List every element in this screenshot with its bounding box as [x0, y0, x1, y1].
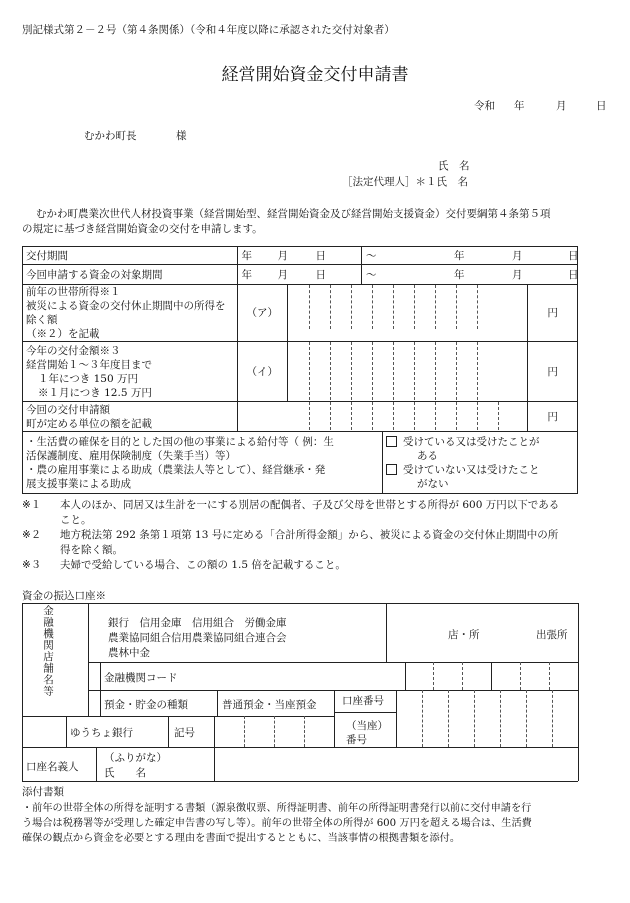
- amount-yen: 円: [528, 342, 578, 402]
- amount-label: 今年の交付金額※３ 経営開始１～３年度目まで １年につき 150 万円 ※１月につき 12.5 万円: [23, 342, 238, 402]
- benefit-label: ・生活費の確保を目的とした国の他の事業による給付等（ 例：生 活保護制度、雇用保険制度（失業手当）等） ・農の雇用事業による助成（農業法人等として）、経営継承・発 展支援事業による助成: [23, 432, 383, 494]
- bank-section-title: 資金の振込口座※: [22, 590, 106, 602]
- benefit-option-received[interactable]: 受けている又は受けたことが: [386, 435, 574, 449]
- checkbox-icon: [386, 464, 397, 475]
- bank-types-line3[interactable]: 農林中金: [108, 647, 150, 659]
- date-day: 日: [596, 100, 607, 112]
- date-era: 令和: [474, 100, 495, 112]
- office-label[interactable]: 出張所: [536, 629, 568, 641]
- date-year: 年: [514, 100, 525, 112]
- account-holder-input[interactable]: [216, 749, 576, 780]
- note2-line2: 得を除く額。: [60, 544, 123, 556]
- benefit-option-not-received[interactable]: 受けていない又は受けたこと: [386, 463, 574, 477]
- note1-mark: ※１: [22, 499, 42, 511]
- current-label: 今回の交付申請額 町が定める単位の額を記載: [23, 402, 238, 432]
- note3-mark: ※３: [22, 559, 42, 571]
- note2-line1: 地方税法第 292 条第１項第 13 号に定める「合計所得金額」から、被災による資金の交付休止期間中の所: [60, 529, 559, 541]
- date-month: 月: [556, 100, 567, 112]
- checkbox-icon: [386, 436, 397, 447]
- intro-line2: の規定に基づき経営開始資金の交付を申請します。: [22, 223, 263, 235]
- bank-types-line1[interactable]: 銀行 信用金庫 信用組合 労働金庫: [108, 617, 287, 629]
- income-mark: （ア）: [237, 285, 288, 342]
- attachments-line2: う場合は税務署等が受理した確定申告書の写し等）。前年の世帯全体の所得が 600 万円を超える場合は、生活費: [22, 818, 532, 829]
- institution-vertical-label: 金融機関店舗名等: [42, 605, 54, 697]
- request-period-end[interactable]: ～ 年 月 日: [361, 265, 577, 285]
- request-period-label: 今回申請する資金の対象期間: [23, 265, 238, 285]
- income-amount-input[interactable]: [288, 285, 528, 342]
- period-end[interactable]: ～ 年 月 日: [361, 247, 577, 265]
- amount-mark: （イ）: [237, 342, 288, 402]
- note1-line2: こと。: [60, 514, 92, 526]
- period-label: 交付期間: [23, 247, 238, 265]
- attachments-title: 添付書類: [22, 786, 64, 798]
- period-start[interactable]: 年 月 日: [237, 247, 361, 265]
- note3-line1: 夫婦で受給している場合、この額の 1.5 倍を記載すること。: [60, 559, 346, 571]
- institution-code-label: 金融機関コード: [104, 672, 178, 684]
- branch-label[interactable]: 店・所: [448, 629, 480, 641]
- attachments-line3: 確保の観点から資金を必要とする理由を書面で提出するとともに、当該事情の根拠書類を添付。: [22, 833, 461, 844]
- holder-name-label: 氏 名: [104, 767, 146, 779]
- kigo-label: 記号: [174, 727, 195, 739]
- note2-mark: ※２: [22, 529, 42, 541]
- addressee-suffix: 様: [176, 130, 187, 142]
- request-period-start[interactable]: 年 月 日: [237, 265, 361, 285]
- benefit-options: 受けている又は受けたことが ある 受けていない又は受けたこと がない: [383, 432, 578, 494]
- current-amount-input[interactable]: [237, 402, 528, 432]
- page-title: 経営開始資金交付申請書: [221, 65, 409, 85]
- addressee: むかわ町長: [84, 130, 137, 142]
- intro-line1: むかわ町農業次世代人材投資事業（経営開始型、経営開始資金及び経営開始支援資金）交付要綱第４条第５項: [36, 208, 551, 220]
- form-number: 別記様式第２－２号（第４条関係）（令和４年度以降に承認された交付対象者）: [22, 24, 395, 36]
- attachments-line1: ・前年の世帯全体の所得を証明する書類（源泉徴収票、所得証明書、前年の所得証明書発行以前に交付申請を行: [22, 803, 532, 814]
- furigana-label: （ふりがな）: [104, 752, 167, 764]
- deposit-type-options[interactable]: 普通預金・当座預金: [222, 699, 317, 711]
- deposit-type-label: 預金・貯金の種類: [104, 699, 188, 711]
- legal-agent-label[interactable]: ［法定代理人］＊１氏 名: [342, 176, 468, 188]
- bango-label: 番号: [346, 734, 367, 746]
- bank-types-line2[interactable]: 農業協同組合信用農業協同組合連合会: [108, 632, 287, 644]
- yucho-label: ゆうちょ銀行: [70, 727, 133, 739]
- touza-label: （当座）: [346, 720, 388, 732]
- applicant-name-label[interactable]: 氏 名: [438, 160, 470, 172]
- current-yen: 円: [528, 402, 578, 432]
- application-table: [22, 246, 578, 494]
- note1-line1: 本人のほか、同居又は生計を一にする別居の配偶者、子及び父母を世帯とする所得が 600 万円以下である: [60, 499, 560, 511]
- account-holder-label: 口座名義人: [26, 761, 79, 773]
- amount-input[interactable]: [288, 342, 528, 402]
- income-label: 前年の世帯所得※１ 被災による資金の交付休止期間中の所得を除く額 （※２）を記載: [23, 285, 238, 342]
- income-yen: 円: [528, 285, 578, 342]
- account-number-label: 口座番号: [342, 695, 384, 707]
